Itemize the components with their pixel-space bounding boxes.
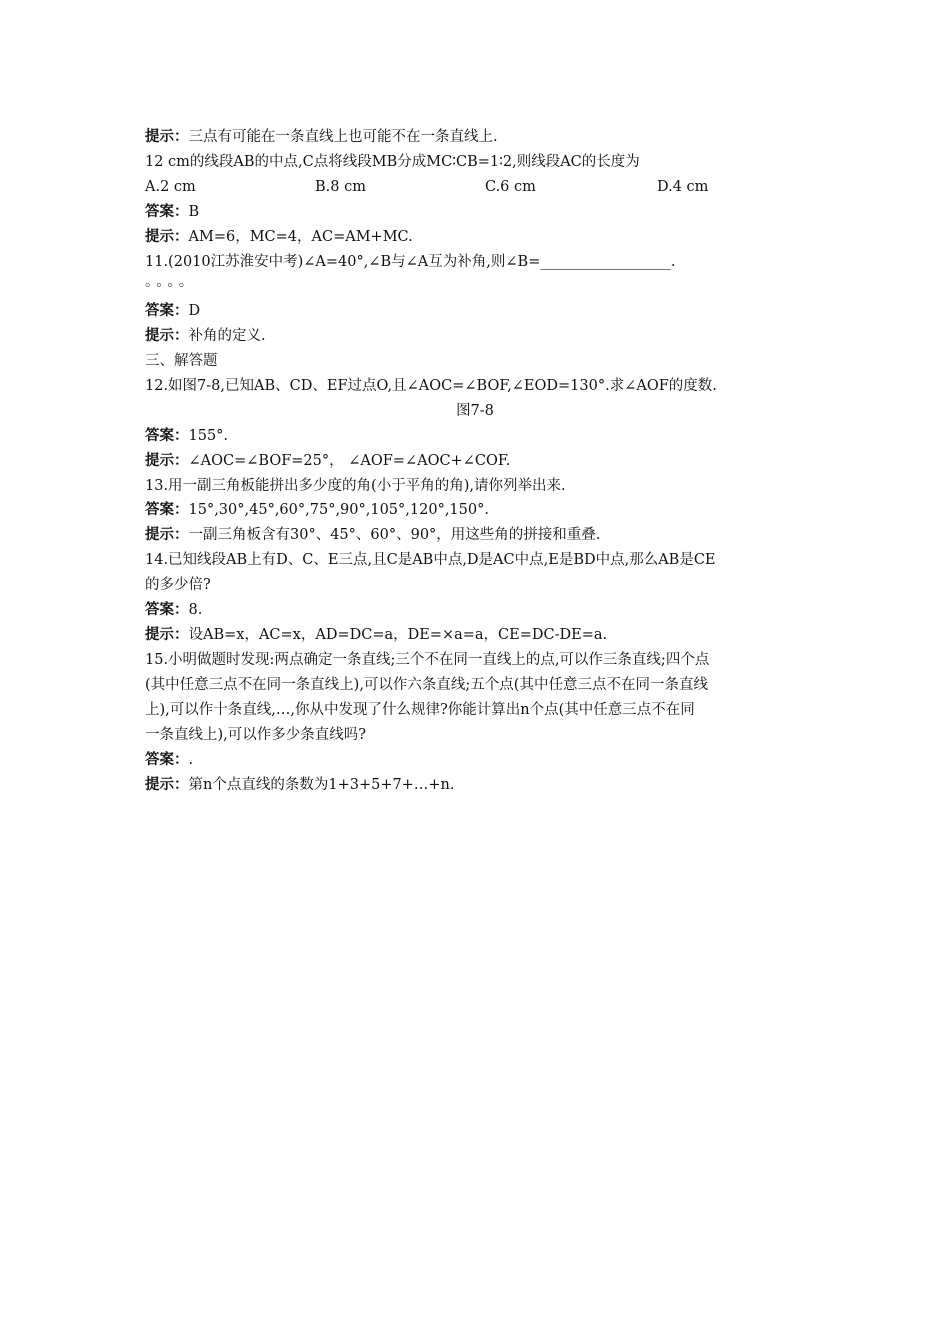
- hint-line: [145, 625, 825, 645]
- hint-label: 提示：: [145, 453, 189, 469]
- question-text: 12.如图7-8,已知AB、CD、EF过点O,且∠AOC=∠BOF,∠EOD=130°.求∠AOF的度数.: [145, 378, 717, 394]
- question-text: 13.用一副三角板能拼出多少度的角(小于平角的角),请你列举出来.: [145, 478, 566, 494]
- hint-label: 提示：: [145, 777, 189, 793]
- hint-line: [145, 127, 825, 147]
- hint-text: AM=6，MC=4，AC=AM+MC.: [188, 229, 413, 245]
- hint-text: 一副三角板含有30°、45°、60°、90°，用这些角的拼接和重叠.: [188, 527, 601, 543]
- answer-text: .: [188, 752, 194, 768]
- question-text: 一条直线上),可以作多少条直线吗?: [145, 727, 367, 743]
- question-text: 14.已知线段AB上有D、C、E三点,且C是AB中点,D是AC中点,E是BD中点,那么AB是CE: [145, 552, 716, 568]
- answer-label: 答案：: [145, 502, 189, 518]
- section-heading: 三、解答题: [145, 353, 218, 369]
- answer-line: [145, 600, 825, 620]
- dot-marks: 。。。。: [145, 274, 198, 290]
- figure-caption: 图7-8: [456, 403, 494, 419]
- hint-line: [145, 227, 825, 247]
- hint-label: 提示：: [145, 627, 189, 643]
- option-d: D.4 cm: [657, 179, 709, 195]
- question-text: 12 cm的线段AB的中点,C点将线段MB分成MC∶CB=1∶2,则线段AC的长度为: [145, 154, 640, 170]
- answer-text: 8.: [188, 602, 203, 618]
- hint-text: 补角的定义.: [188, 328, 266, 344]
- answer-label: 答案：: [145, 428, 189, 444]
- question-text: 的多少倍?: [145, 577, 211, 593]
- options-row: [145, 177, 825, 197]
- question-text: 11.(2010江苏淮安中考)∠A=40°,∠B与∠A互为补角,则∠B=__________________.: [145, 254, 676, 270]
- answer-text: B: [188, 204, 200, 220]
- hint-text: 第n个点直线的条数为1+3+5+7+…+n.: [188, 777, 455, 793]
- answer-label: 答案：: [145, 303, 189, 319]
- hint-text: 设AB=x，AC=x，AD=DC=a，DE=×a=a，CE=DC-DE=a.: [188, 627, 608, 643]
- hint-line: [145, 775, 825, 795]
- question-text: 15.小明做题时发现:两点确定一条直线;三个不在同一直线上的点,可以作三条直线;四个点: [145, 652, 710, 668]
- question-text: 上),可以作十条直线,…,你从中发现了什么规律?你能计算出n个点(其中任意三点不在同: [145, 702, 695, 718]
- answer-line: [145, 750, 825, 770]
- answer-line: [145, 426, 825, 446]
- hint-line: [145, 525, 825, 545]
- answer-text: D: [188, 303, 201, 319]
- hint-text: 三点有可能在一条直线上也可能不在一条直线上.: [188, 129, 498, 145]
- answer-label: 答案：: [145, 602, 189, 618]
- hint-text: ∠AOC=∠BOF=25°， ∠AOF=∠AOC+∠COF.: [188, 453, 511, 469]
- option-b: B.8 cm: [315, 179, 366, 195]
- question-text: (其中任意三点不在同一条直线上),可以作六条直线;五个点(其中任意三点不在同一条直线: [145, 677, 708, 693]
- answer-line: [145, 202, 825, 222]
- hint-line: [145, 326, 825, 346]
- answer-line: [145, 500, 825, 520]
- hint-label: 提示：: [145, 129, 189, 145]
- answer-text: 155°.: [188, 428, 229, 444]
- answer-line: [145, 301, 825, 321]
- answer-text: 15°,30°,45°,60°,75°,90°,105°,120°,150°.: [188, 502, 489, 518]
- hint-line: [145, 451, 825, 471]
- hint-label: 提示：: [145, 229, 189, 245]
- hint-label: 提示：: [145, 328, 189, 344]
- answer-label: 答案：: [145, 752, 189, 768]
- hint-label: 提示：: [145, 527, 189, 543]
- answer-label: 答案：: [145, 204, 189, 220]
- option-c: C.6 cm: [485, 179, 536, 195]
- option-a: A.2 cm: [145, 179, 196, 195]
